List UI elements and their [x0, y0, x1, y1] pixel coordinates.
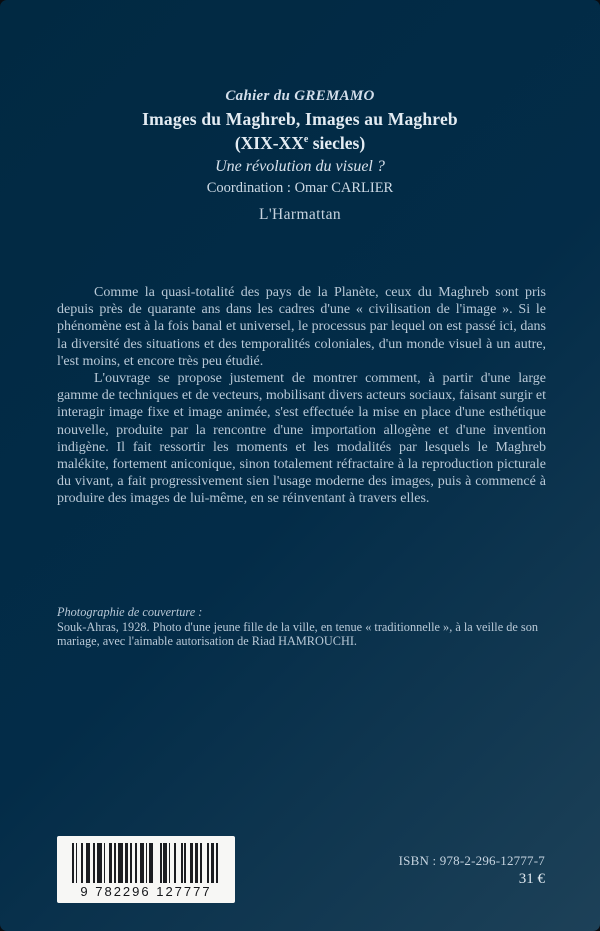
book-title: Images du Maghreb, Images au Maghreb — [142, 109, 458, 129]
dates-suffix: siecles) — [308, 133, 366, 153]
photo-credit — [57, 605, 546, 649]
isbn-price-block — [399, 853, 545, 888]
book-subtitle: Une révolution du visuel ? — [215, 158, 385, 175]
photo-credit-text: Souk-Ahras, 1928. Photo d'une jeune fille de la ville, en tenue « traditionnelle », à la veille de son mariage, avec l'aimable autorisation de Riad HAMROUCHI. — [57, 619, 538, 649]
dates-superscript: e — [303, 134, 309, 146]
series-title: Cahier du GREMAMO — [225, 88, 375, 104]
coordination-line: Coordination : Omar CARLIER — [206, 180, 394, 196]
publisher-name: L'Harmattan — [258, 206, 342, 223]
synopsis-paragraph-1: Comme la quasi-totalité des pays de la Planète, ceux du Maghreb sont pris depuis près de quarante ans dans les cadres d'une « civilisation de l'image ». Si le phénomène est à la fois banal et universel, le processus par lequel on est passé ici, dans la diversité des situations et des temporalités coloniales, d'un monde visuel à un autre, l'est moins, et encore très peu étudié. — [57, 285, 546, 369]
price-text: 31 € — [518, 871, 545, 887]
photo-credit-label: Photographie de couverture : — [57, 605, 203, 619]
synopsis — [57, 284, 546, 508]
isbn-text: ISBN : 978-2-296-12777-7 — [398, 853, 545, 868]
book-title-dates — [0, 133, 600, 154]
masthead — [0, 88, 600, 197]
barcode-bars — [72, 843, 220, 883]
barcode-digits: 9 782296 127777 — [80, 884, 212, 899]
synopsis-paragraph-2: L'ouvrage se propose justement de montrer comment, à partir d'une large gamme de techniques et de vecteurs, mobilisant divers acteurs sociaux, faisant surgir et interagir image fixe et image animée, s'est effectuée la mise en place d'une esthétique nouvelle, produite par la rencontre d'une importation allogène et d'une invention indigène. Il fait ressortir les moments et les modalités par lesquels le Maghreb malékite, fortement aniconique, sinon totalement réfractaire à la reproduction picturale du vivant, a fait progressivement sien l'usage moderne des images, puis à commencé à produire des images de lui-même, en se réinventant à travers elles. — [57, 371, 546, 507]
dates-prefix: (XIX-XX — [234, 133, 304, 153]
barcode — [57, 836, 235, 903]
